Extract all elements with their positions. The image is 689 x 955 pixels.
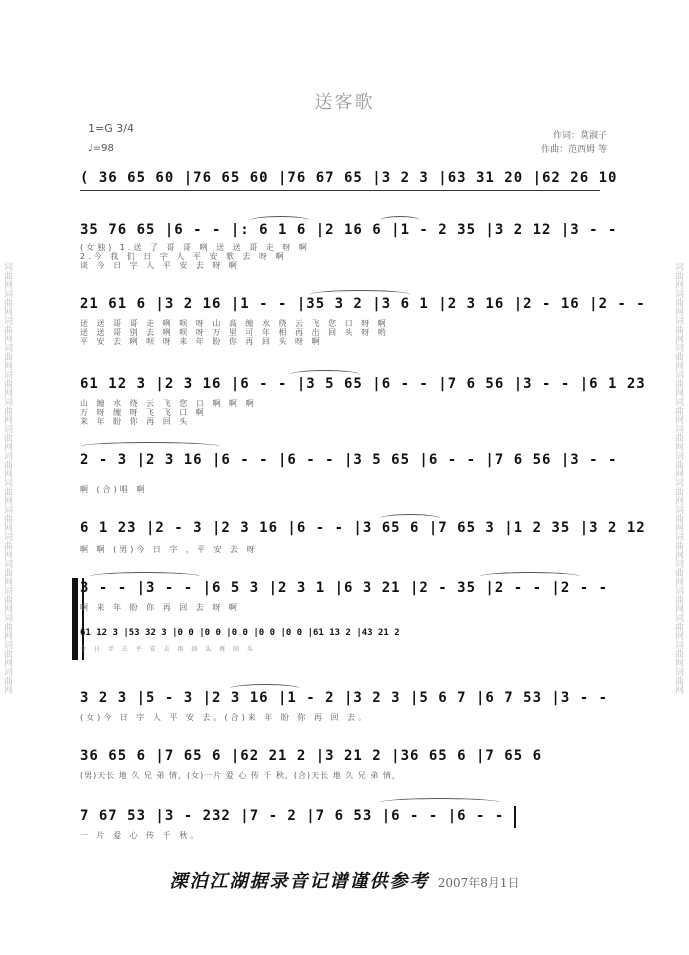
lyric-line-3: 谈 今 日 字 人 平 安 去 呀 啊 bbox=[80, 261, 240, 270]
notation-line: 21 61 6 |3 2 16 |1 - - |35 3 2 |3 6 1 |2 3 16 |2 - 16 |2 - - bbox=[80, 296, 646, 312]
slur bbox=[290, 370, 360, 379]
lyric-line-1: 啊 啊 (男)今 日 字 ，平 安 去 呀 bbox=[80, 545, 258, 554]
watermark-right: 词曲网词曲网词曲网词曲网词曲网词曲网词曲网词曲网词曲网词曲网词曲网词曲网词曲网词曲网词曲网词曲网 bbox=[673, 261, 683, 694]
lyric-line-1: 啊 来 年 盼 你 再 回 去 呀 啊 bbox=[80, 603, 240, 612]
system-bracket bbox=[72, 578, 78, 660]
lyric-line-1: 送 送 哥 哥 走 咧 呗 呀 山 高 缠 水 绕 云 飞 您 口 呀 啊 bbox=[80, 319, 389, 328]
lyric-line-1: (女)今 日 字 人 平 安 去。(合)来 年 盼 你 再 回 去。 bbox=[80, 713, 369, 722]
notation-line: 3 2 3 |5 - 3 |2 3 16 |1 - 2 |3 2 3 |5 6 7 |6 7 53 |3 - - bbox=[80, 690, 609, 706]
composer-credit: 作曲：范西姆 等 bbox=[541, 145, 607, 155]
lyricist-credit: 作词：莫淑子 bbox=[552, 131, 607, 141]
lyric-line-1: 山 缠 水 绕 云 飞 您 口 啊 啊 啊 bbox=[80, 399, 257, 408]
slur bbox=[480, 572, 580, 581]
lyric-line-3: 平 安 去 咧 呗 呀 来 年 盼 你 再 回 头 呀 啊 bbox=[80, 337, 323, 346]
notation-line: 6 1 23 |2 - 3 |2 3 16 |6 - - |3 65 6 |7 65 3 |1 2 35 |3 2 12 bbox=[80, 520, 646, 536]
key-signature: 1=G 3/4 bbox=[88, 122, 134, 135]
underline bbox=[80, 190, 600, 191]
lyric-line-3: 来 年 盼 你 再 回 头 bbox=[80, 417, 191, 426]
lyric-line-1: (女独) 1.送 了 哥 哥 咧 送 送 哥 走 呀 啊 bbox=[80, 243, 310, 252]
slur bbox=[80, 442, 220, 451]
lyric-line-1: 一 片 爱 心 传 千 秋。 bbox=[80, 831, 202, 840]
lyric-line-1: 啊 (合)唱 啊 bbox=[80, 485, 148, 494]
lyric-line-2: 送 送 哥 别 去 咧 呗 呀 万 里 可 年 相 再 出 回 头 呀 哟 bbox=[80, 328, 389, 337]
lyric-line-1: 今 日 字 去 平 安 去 再 回 头 再 回 头 bbox=[80, 646, 256, 653]
watermark-left: 词曲网词曲网词曲网词曲网词曲网词曲网词曲网词曲网词曲网词曲网词曲网词曲网词曲网词曲网词曲网词曲网 bbox=[2, 261, 12, 694]
lyric-line-2: 万 呀 缠 呀 飞 飞 口 啊 bbox=[80, 408, 207, 417]
notation-line: 35 76 65 |6 - - |: 6 1 6 |2 16 6 |1 - 2 35 |3 2 12 |3 - - bbox=[80, 222, 618, 238]
slur bbox=[90, 572, 200, 581]
slur bbox=[380, 514, 440, 523]
notation-line: 3 - - |3 - - |6 5 3 |2 3 1 |6 3 21 |2 - 35 |2 - - |2 - - bbox=[80, 580, 609, 596]
footer-date: 2007年8月1日 bbox=[437, 876, 520, 890]
notation-line: 7 67 53 |3 - 232 |7 - 2 |7 6 53 |6 - - |6 - - bbox=[80, 808, 505, 824]
slur bbox=[310, 290, 410, 299]
footer-credit bbox=[0, 867, 689, 893]
notation-line: 2 - 3 |2 3 16 |6 - - |6 - - |3 5 65 |6 - - |7 6 56 |3 - - bbox=[80, 452, 618, 468]
notation-line: ( 36 65 60 |76 65 60 |76 67 65 |3 2 3 |63 31 20 |62 26 10 bbox=[80, 170, 618, 186]
footer-text: 溧泊江湖据录音记谱谨供参考 bbox=[169, 871, 430, 892]
slur bbox=[380, 798, 500, 807]
notation-line: 61 12 3 |53 32 3 |0 0 |0 0 |0 0 |0 0 |0 0 |61 13 2 |43 21 2 bbox=[80, 628, 400, 638]
lyric-line-1: (男)天长 地 久 兄 弟 情，(女)一片 爱 心 传 千 秋，(合)天长 地 久 兄 弟 情， bbox=[80, 771, 401, 780]
notation-line: 61 12 3 |2 3 16 |6 - - |3 5 65 |6 - - |7 6 56 |3 - - |6 1 23 bbox=[80, 376, 646, 392]
slur bbox=[380, 216, 420, 225]
notation-line: 36 65 6 |7 65 6 |62 21 2 |3 21 2 |36 65 6 |7 65 6 bbox=[80, 748, 543, 764]
tempo-marking: ♩=98 bbox=[88, 143, 114, 154]
final-barline bbox=[514, 806, 516, 828]
slur bbox=[250, 216, 310, 225]
lyric-line-2: 2.今 我 们 日 字 人 平 安 歌 去 呀 啊 bbox=[80, 252, 287, 261]
slur bbox=[230, 684, 300, 693]
song-title: 送客歌 bbox=[314, 92, 375, 113]
